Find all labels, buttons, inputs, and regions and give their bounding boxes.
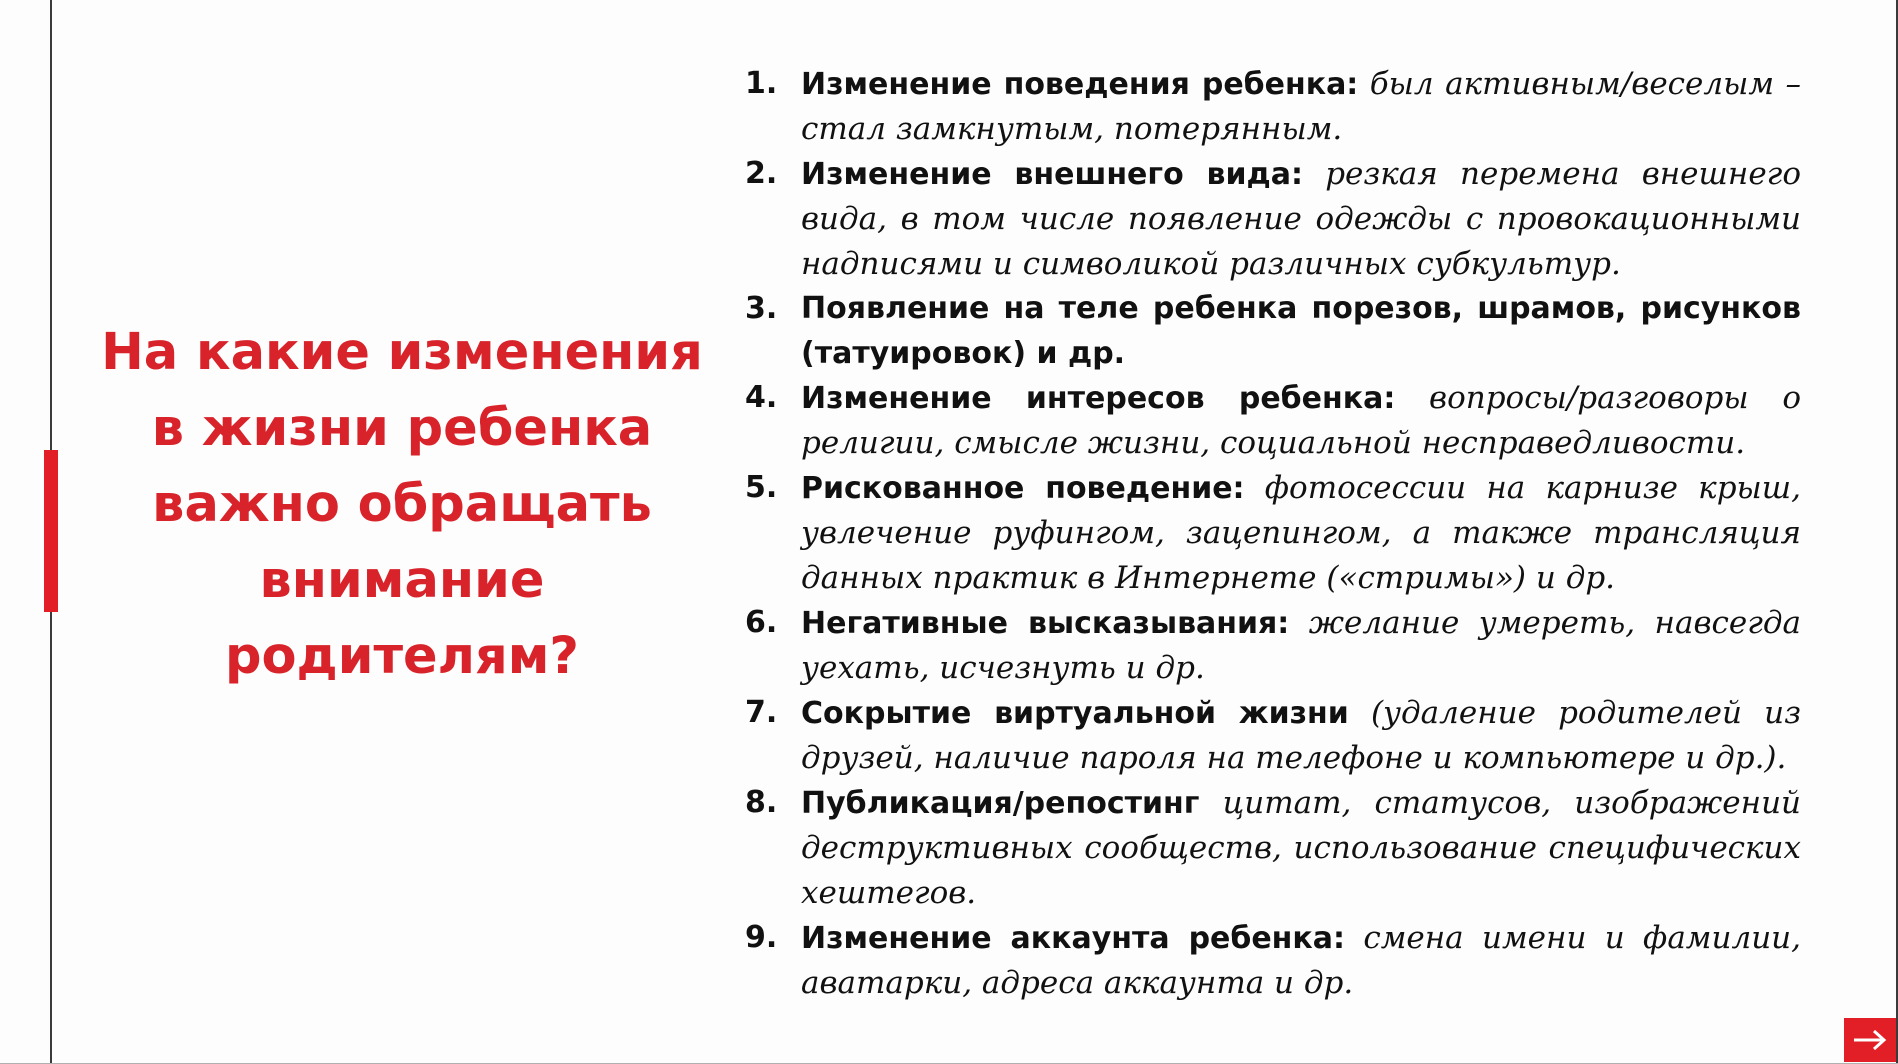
accent-bar [44,450,58,612]
list-item-bold: Изменение поведения ребенка: [801,67,1359,102]
list-item-bold: Негативные высказывания: [801,606,1290,641]
list-item [745,62,1801,152]
list-item-italic: (удаление родителей из друзей, наличие пароля на телефоне и компьютере и др.). [801,695,1801,776]
list-item-italic: вопросы/разговоры о религии, смысле жизни, социальной несправедливости. [801,380,1801,461]
list-item [745,916,1801,1006]
list-item [745,376,1801,466]
list-item-number: 3. [745,291,778,326]
list-item [745,691,1801,781]
list-item-bold: Рискованное поведение: [801,471,1245,506]
list-item [745,152,1801,287]
list-item-italic: смена имени и фамилии, аватарки, адреса аккаунта и др. [801,920,1801,1001]
list-item-italic: резкая перемена внешнего вида, в том числе появление одежды с провокационными надписями и символикой различных субкультур. [801,156,1801,282]
question-heading: На какие изменения в жизни ребенка важно обращать внимание родителям? [101,323,703,686]
list-item-italic: фотосессии на карнизе крыш, увлечение руфингом, зацепингом, а также трансляция данных практик в Интернете («стримы») и др. [801,470,1802,596]
list-item-number: 2. [745,156,778,191]
list-item-number: 6. [745,605,778,640]
list-item-bold: Изменение аккаунта ребенка: [801,921,1346,956]
list-item [745,781,1801,916]
list-item-number: 7. [745,695,778,730]
list-item-italic: был активным/веселым – стал замкнутым, потерянным. [801,66,1801,147]
list-item-bold: Сокрытие виртуальной жизни [801,696,1349,731]
list-item-bold: Появление на теле ребенка порезов, шрамов, рисунков (татуировок) и др. [801,291,1801,371]
list-item-number: 4. [745,380,778,415]
warning-signs-list [745,62,1801,1006]
next-slide-button[interactable] [1844,1018,1896,1062]
list-item-number: 9. [745,920,778,955]
list-item [745,466,1801,601]
list-item-number: 5. [745,470,778,505]
list-item-italic: желание умереть, навсегда уехать, исчезнуть и др. [801,605,1801,686]
list-item-number: 8. [745,785,778,820]
list-item-italic: цитат, статусов, изображений деструктивных сообществ, использование специфических хештегов. [801,785,1801,911]
arrow-right-icon [1850,1025,1890,1055]
list-item-number: 1. [745,66,778,101]
list-item-bold: Публикация/репостинг [801,786,1200,821]
list-item-bold: Изменение интересов ребенка: [801,381,1396,416]
list-item [745,601,1801,691]
list-item [745,287,1801,376]
list-item-bold: Изменение внешнего вида: [801,157,1303,192]
